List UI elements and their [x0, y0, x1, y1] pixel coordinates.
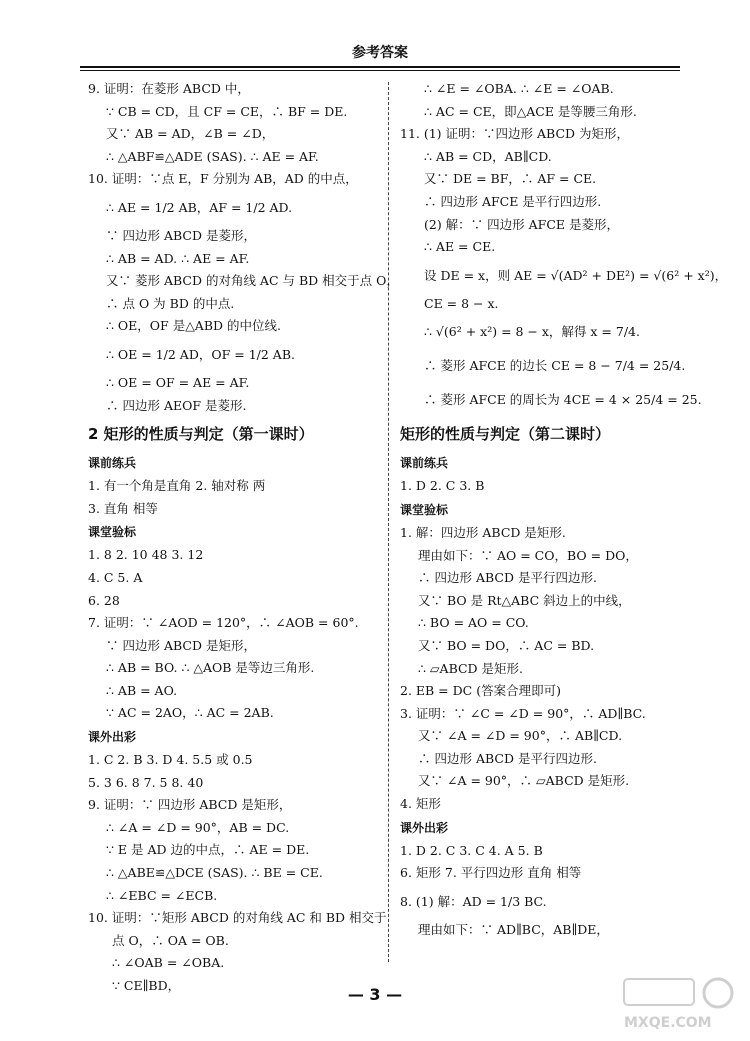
subsection-heading: 课前练兵	[88, 456, 137, 471]
text-line: 3. 证明：∵ ∠C = ∠D = 90°，∴ AD∥BC.	[400, 705, 646, 721]
header-rule-thin	[80, 70, 680, 71]
text-line: ∴ 菱形 AFCE 的边长 CE = 8 − 7/4 = 25/4.	[424, 358, 686, 374]
left-column	[88, 78, 399, 998]
watermark-text: MXQE.COM	[624, 1015, 712, 1031]
text-line: 理由如下：∵ AD∥BC，AB∥DE，	[418, 921, 609, 937]
text-line: ∴ BO = AO = CO.	[418, 615, 529, 631]
text-line: ∵ 四边形 ABCD 是矩形，	[106, 637, 256, 653]
text-line: 设 DE = x，则 AE = √(AD² + DE²) = √(6² + x²)，	[424, 267, 728, 283]
page-title: 参考答案	[352, 45, 408, 61]
text-line: ∴ 点 O 为 BD 的中点.	[106, 295, 235, 311]
text-line: 7. 证明：∵ ∠AOD = 120°，∴ ∠AOB = 60°.	[88, 615, 359, 631]
text-line: 又∵ ∠A = 90°，∴ ▱ABCD 是矩形.	[418, 773, 630, 789]
text-line: ∴ AB = CD，AB∥CD.	[424, 148, 552, 164]
text-line: 1. D 2. C 3. C 4. A 5. B	[400, 842, 543, 858]
text-line: ∵ AC = 2AO，∴ AC = 2AB.	[106, 705, 274, 721]
text-line: ∵ CE∥BD，	[112, 978, 181, 993]
text-line: 6. 28	[88, 592, 120, 608]
text-line: ∴ 四边形 AEOF 是菱形.	[106, 397, 247, 413]
text-line: ∴ AE = CE.	[424, 239, 496, 255]
text-line: ∴ 四边形 ABCD 是平行四边形.	[418, 570, 597, 586]
text-line: ∴ ∠EBC = ∠ECB.	[106, 887, 218, 903]
text-line: 4. C 5. A	[88, 569, 143, 585]
text-line: 9. 证明：∵ 四边形 ABCD 是矩形，	[88, 797, 292, 813]
text-line: 8. (1) 解：AD = 1/3 BC.	[400, 893, 547, 909]
text-line: ∵ E 是 AD 边的中点，∴ AE = DE.	[106, 842, 310, 858]
subsection-heading: 课堂验标	[88, 525, 137, 540]
text-line: ∴ AB = AD. ∴ AE = AF.	[106, 250, 250, 266]
text-line: ∴ AB = BO. ∴ △AOB 是等边三角形.	[106, 660, 315, 676]
watermark-logo	[620, 975, 738, 1033]
text-line: 10. 证明：∵矩形 ABCD 的对角线 AC 和 BD 相交于	[88, 910, 387, 926]
text-line: ∴ △ABF≌△ADE (SAS). ∴ AE = AF.	[106, 148, 319, 164]
right-column	[400, 78, 728, 941]
section-heading: 矩形的性质与判定（第二课时）	[400, 425, 611, 444]
text-line: 1. 解：四边形 ABCD 是矩形.	[400, 524, 566, 540]
text-line: ∴ OE = 1/2 AD，OF = 1/2 AB.	[106, 346, 295, 362]
header-rule	[80, 66, 680, 68]
text-line: 1. 有一个角是直角 2. 轴对称 两	[88, 478, 266, 494]
text-line: 6. 矩形 7. 平行四边形 直角 相等	[400, 865, 582, 881]
text-line: ∵ CB = CD，且 CF = CE，∴ BF = DE.	[106, 103, 348, 119]
text-line: 又∵ BO 是 Rt△ABC 斜边上的中线，	[418, 592, 631, 608]
text-line: 5. 3 6. 8 7. 5 8. 40	[88, 774, 204, 790]
text-line: 10. 证明：∵点 E，F 分别为 AB，AD 的中点，	[88, 171, 358, 187]
text-line: 又∵ AB = AD，∠B = ∠D，	[106, 126, 275, 142]
text-line: 又∵ BO = DO，∴ AC = BD.	[418, 637, 595, 653]
text-line: ∴ √(6² + x²) = 8 − x，解得 x = 7/4.	[424, 324, 640, 340]
text-line: ∴ ∠OAB = ∠OBA.	[112, 955, 225, 971]
subsection-heading: 课堂验标	[400, 502, 449, 517]
text-line: 11. (1) 证明：∵四边形 ABCD 为矩形，	[400, 126, 630, 142]
text-line: 4. 矩形	[400, 796, 441, 812]
text-line: ∴ ∠A = ∠D = 90°，AB = DC.	[106, 819, 290, 835]
text-line: ∴ OE，OF 是△ABD 的中位线.	[106, 318, 281, 334]
text-line: ∴ 菱形 AFCE 的周长为 4CE = 4 × 25/4 = 25.	[424, 392, 702, 408]
text-line: ∴ △ABE≌△DCE (SAS). ∴ BE = CE.	[106, 865, 323, 881]
column-divider	[388, 82, 389, 962]
text-line: 又∵ 菱形 ABCD 的对角线 AC 与 BD 相交于点 O，	[106, 273, 399, 289]
text-line: ∴ ∠E = ∠OBA. ∴ ∠E = ∠OAB.	[424, 81, 614, 96]
text-line: ∴ 四边形 ABCD 是平行四边形.	[418, 750, 597, 766]
text-line: ∴ 四边形 AFCE 是平行四边形.	[424, 193, 602, 209]
text-line: 点 O，∴ OA = OB.	[112, 932, 229, 948]
text-line: 9. 证明：在菱形 ABCD 中，	[88, 81, 250, 96]
text-line: 又∵ DE = BF，∴ AF = CE.	[424, 171, 597, 187]
text-line: 又∵ ∠A = ∠D = 90°，∴ AB∥CD.	[418, 728, 623, 744]
text-line: 3. 直角 相等	[88, 500, 158, 516]
text-line: ∴ AC = CE，即△ACE 是等腰三角形.	[424, 103, 637, 119]
page-header	[80, 30, 680, 70]
page-number: — 3 —	[347, 985, 403, 1004]
subsection-heading: 课外出彩	[400, 820, 449, 835]
text-line: ∴ ▱ABCD 是矩形.	[418, 660, 524, 676]
text-line: 2. EB = DC (答案合理即可)	[400, 683, 561, 699]
subsection-heading: 课前练兵	[400, 456, 449, 471]
subsection-heading: 课外出彩	[88, 730, 137, 745]
text-line: (2) 解：∵ 四边形 AFCE 是菱形，	[424, 216, 619, 232]
text-line: 理由如下：∵ AO = CO，BO = DO，	[418, 547, 638, 563]
text-line: ∵ 四边形 ABCD 是菱形，	[106, 227, 256, 243]
text-line: 1. C 2. B 3. D 4. 5.5 或 0.5	[88, 752, 253, 768]
section-heading: 2 矩形的性质与判定（第一课时）	[88, 425, 314, 444]
text-line: 1. D 2. C 3. B	[400, 478, 485, 494]
text-line: ∴ OE = OF = AE = AF.	[106, 374, 250, 390]
text-line: CE = 8 − x.	[424, 295, 499, 311]
text-line: 1. 8 2. 10 48 3. 12	[88, 547, 204, 563]
text-line: ∴ AE = 1/2 AB，AF = 1/2 AD.	[106, 199, 293, 215]
text-line: ∴ AB = AO.	[106, 682, 178, 698]
